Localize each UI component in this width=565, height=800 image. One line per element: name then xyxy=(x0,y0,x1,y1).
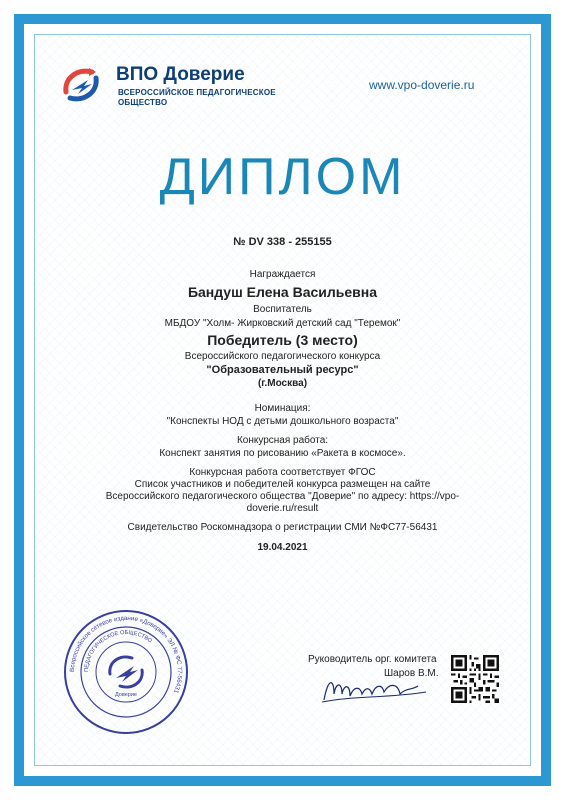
contest-label: Всероссийского педагогического конкурса xyxy=(184,351,381,362)
contest-name: "Образовательный ресурс" xyxy=(206,364,359,376)
brand-name: ВПО Доверие xyxy=(116,64,245,85)
signer-title: Руководитель орг. комитета xyxy=(308,654,437,665)
work-label: Конкурсная работа: xyxy=(236,435,329,446)
seal-inner-text: ПЕДАГОГИЧЕСКОЕ ОБЩЕСТВО xyxy=(83,629,153,673)
award-place: Победитель (3 место) xyxy=(207,332,358,348)
signature-icon xyxy=(320,672,430,708)
contest-city: (г.Москва) xyxy=(257,378,308,389)
website-link[interactable]: www.vpo-doverie.ru xyxy=(369,78,475,92)
nomination-label: Номинация: xyxy=(254,403,311,414)
results-list-line-1: Список участников и победителей конкурса размещен на сайте xyxy=(134,479,431,490)
registration-note: Свидетельство Роскомнадзора о регистрации СМИ №ФС77-56431 xyxy=(127,522,438,533)
seal-outer-text: Всероссийское сетевое издание «Доверие» ЭЛ № ФС 77-56431 xyxy=(68,614,184,695)
svg-text:ПЕДАГОГИЧЕСКОЕ ОБЩЕСТВО xyxy=(84,630,153,672)
diploma-title: ДИПЛОМ xyxy=(159,148,406,206)
results-list-line-3: doverie.ru/result xyxy=(246,503,319,514)
results-list-line-2: Всероссийского педагогического общества "Доверие" по адресу: https://vpo- xyxy=(105,491,460,502)
recipient-position: Воспитатель xyxy=(253,304,312,315)
work-title: Конспект занятия по рисованию «Ракета в космосе». xyxy=(159,448,406,459)
nomination-value: "Конспекты НОД с детьми дошкольного возраста" xyxy=(166,416,399,427)
seal-icon xyxy=(62,608,190,736)
brand-subtitle: ВСЕРОССИЙСКОЕ ПЕДАГОГИЧЕСКОЕ ОБЩЕСТВО xyxy=(118,88,276,107)
awarded-label: Награждается xyxy=(249,269,316,280)
logo-icon xyxy=(58,62,104,108)
seal-center-text: Доверие xyxy=(115,692,137,698)
recipient-name: Бандуш Елена Васильевна xyxy=(187,284,378,300)
diploma-number: № DV 338 - 255155 xyxy=(233,236,332,248)
fgos-note: Конкурсная работа соответствует ФГОС xyxy=(189,467,376,478)
recipient-organization: МБДОУ "Холм- Жирковский детский сад "Теремок" xyxy=(164,318,401,329)
signer-name: Шаров В.М. xyxy=(384,668,439,679)
qr-code-icon[interactable] xyxy=(451,655,499,703)
diploma-date: 19.04.2021 xyxy=(257,542,308,553)
